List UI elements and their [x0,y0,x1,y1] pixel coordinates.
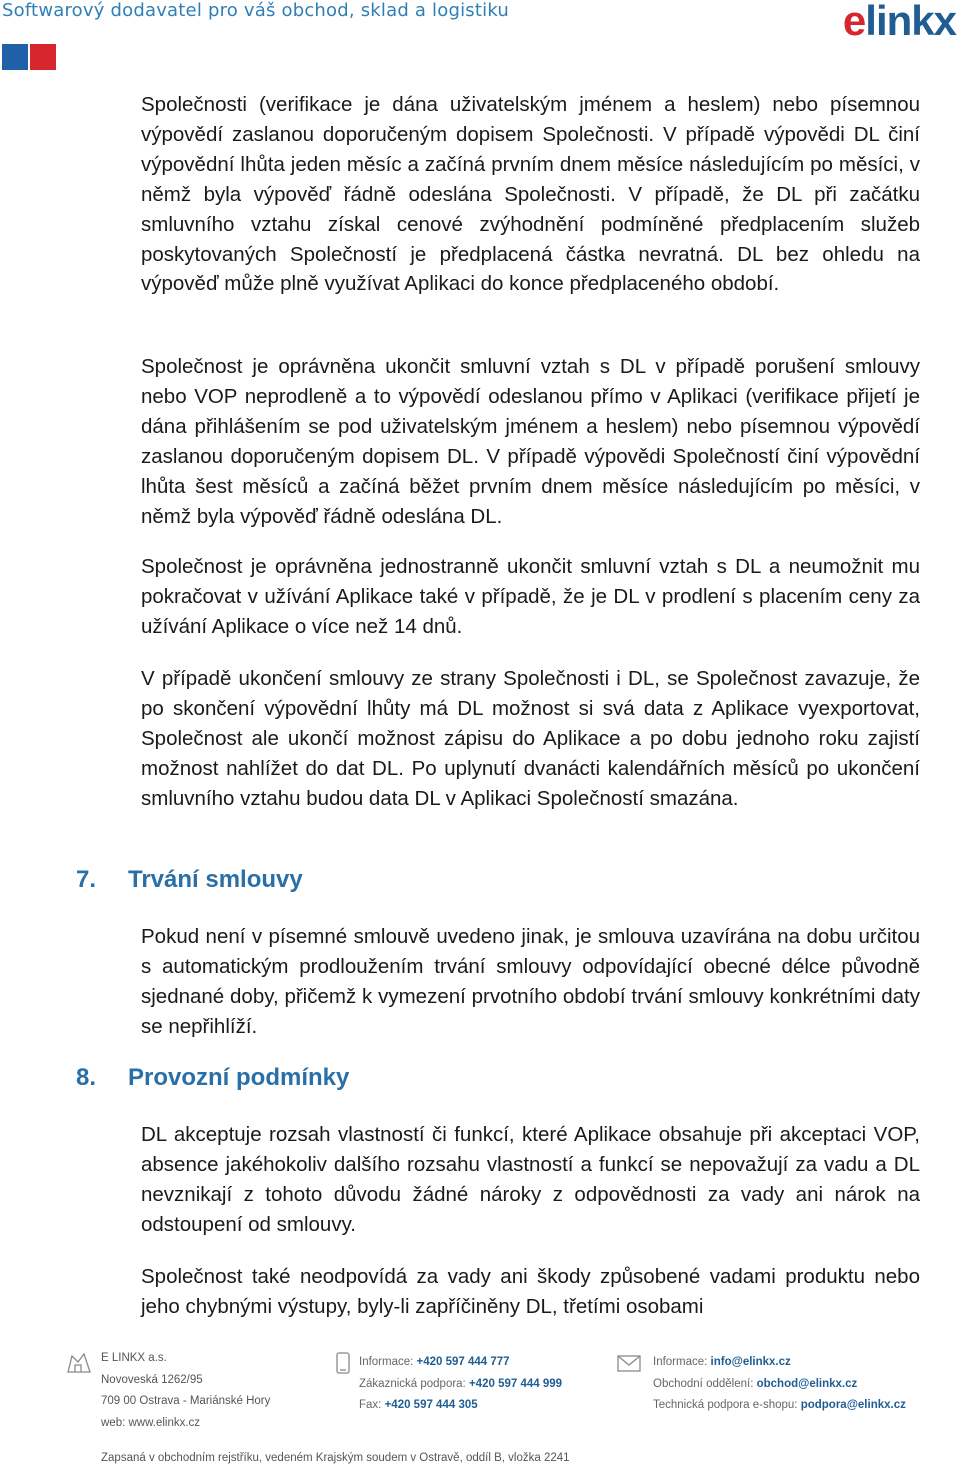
paragraph-data-after-termination: V případě ukončení smlouvy ze strany Společnosti i DL, se Společnost zavazuje, že po skončení výpovědní lhůty má DL možnost si svá data z Aplikace vyexportovat, Společnost ale ukončí možnost zápisu do Aplikace a po dobu jednoho roku zajistí možnost nahlížet do dat DL. Po uplynutí dvanácti kalendářních měsíců po ukončení smluvního vztahu budou data DL v Aplikaci Společností smazána. [141,667,920,810]
paragraph-operating-conditions: DL akceptuje rozsah vlastností či funkcí, které Aplikace obsahuje při akceptaci VOP, absence jakéhokoliv dalšího rozsahu vlastností a funkcí se nepovažují za vadu a DL nevznikají z tohoto důvodu žádné nároky z odpovědnosti za vady ani nárok na odstoupení od smlouvy. [141,1123,920,1236]
paragraph-unilateral-termination: Společnost je oprávněna jednostranně ukončit smluvní vztah s DL a neumožnit mu pokračovat v užívání Aplikace také v případě, že je DL v prodlení s placením ceny za užívání Aplikace o více než 14 dnů. [141,555,920,638]
red-bar [30,44,56,70]
support-phone[interactable]: +420 597 444 999 [468,1377,563,1390]
phone-icon [330,1352,356,1374]
blue-bar [2,44,28,70]
page-footer [0,1348,960,1468]
header-tagline: Softwarový dodavatel pro váš obchod, sklad a logistiku [2,0,510,21]
envelope-icon [616,1352,642,1374]
footer-address [101,1348,270,1434]
footer-emails: Informace: info@elinkx.cz Obchodní oddělení: obchod@elinkx.cz Technická podpora e-shopu: podpora@elinkx.cz [653,1356,906,1411]
info-email[interactable]: info@elinkx.cz [710,1356,791,1368]
paragraph-liability: Společnost také neodpovídá za vady ani škody způsobené vadami produktu nebo jeho chybnými výstupy, byly-li zapříčiněny DL, třetími osobami [141,1265,920,1318]
company-name: E LINKX a.s. [101,1352,167,1364]
fax-number: +420 597 444 305 [384,1399,478,1411]
registry-note: Zapsaná v obchodním rejstříku, vedeném Krajským soudem v Ostravě, oddíl B, vložka 2241 [101,1452,570,1464]
company-web[interactable]: web: www.elinkx.cz [101,1416,201,1429]
address-street: Novoveská 1262/95 [101,1373,203,1386]
section-heading-7: 7. Trvání smlouvy [76,866,303,893]
paragraph-contract-duration: Pokud není v písemné smlouvě uvedeno jinak, je smlouva uzavírána na dobu určitou s automatickým prodloužením trvání smlouvy odpovídající obecné délce původně sjednané doby, přičemž k vymezení prvotního období trvání smlouvy konkrétními daty se nepřihlíží. [141,925,920,1038]
info-phone[interactable]: +420 597 444 777 [416,1356,510,1368]
address-city: 709 00 Ostrava - Mariánské Hory [101,1395,271,1407]
sales-email[interactable]: obchod@elinkx.cz [756,1377,858,1390]
tech-support-email[interactable]: podpora@elinkx.cz [800,1399,906,1411]
paragraph-termination-by-company: Společnost je oprávněna ukončit smluvní vztah s DL v případě porušení smlouvy nebo VOP neprodleně a to výpovědí odeslanou přímo v Aplikaci (verifikace přijetí je dána přihlášením se pod uživatelským jménem a heslem) nebo písemnou výpovědí zaslanou doporučeným dopisem DL. V případě výpovědi Společností činí výpovědní lhůta šest měsíců a začíná běžet prvním dnem měsíce následujícím po měsíci, v němž byla výpověď řádně odeslána DL. [141,355,920,528]
building-icon [66,1352,92,1374]
paragraph-termination-by-dl: Společnosti (verifikace je dána uživatelským jménem a heslem) nebo písemnou výpovědí zaslanou doporučeným dopisem Společnosti. V případě výpovědi DL činí výpovědní lhůta jeden měsíc a začíná prvním dnem měsíce následujícím po měsíci, v němž byla výpověď řádně odeslána Společnosti. V případě, že DL při začátku smluvního vztahu získal cenové zvýhodnění podmíněné předplacením služeb poskytovaných Společností je předplacená částka nevratná. DL bez ohledu na výpověď může plně využívat Aplikaci do konce předplaceného období. [141,93,920,296]
elinkx-logo: elinkx [842,0,956,44]
section-heading-8: 8. Provozní podmínky [76,1064,350,1091]
header-color-bars [2,44,54,70]
footer-phones: Informace: +420 597 444 777 Zákaznická podpora: +420 597 444 999 Fax: +420 597 444 305 [359,1356,563,1411]
